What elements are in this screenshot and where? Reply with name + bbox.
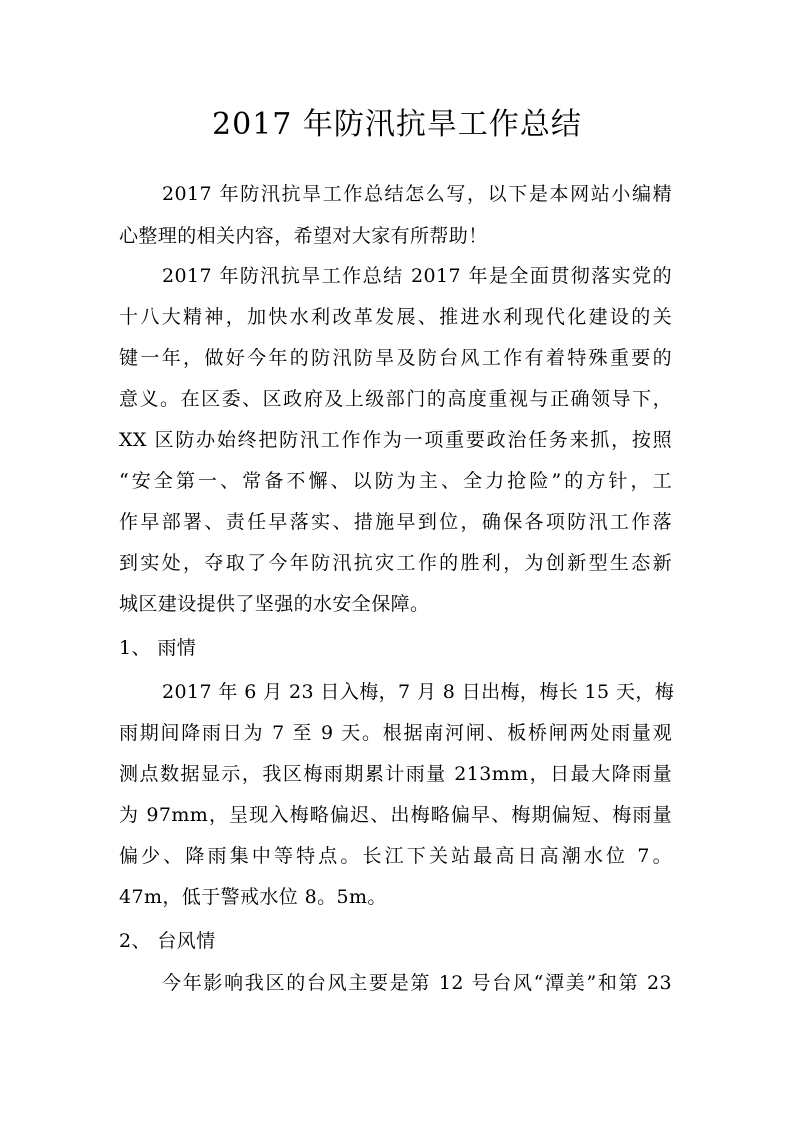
intro-line-2: 心整理的相关内容，希望对大家有所帮助！: [119, 225, 488, 247]
section-heading-typhoon: 2、 台风情: [119, 930, 216, 952]
body-line-5: XX 区防办始终把防汛工作作为一项重要政治任务来抓，按照: [119, 429, 672, 451]
body-line-6: “安全第一、常备不懈、以防为主、全力抢险”的方针，工: [119, 470, 672, 492]
body-line-2: 十八大精神，加快水利改革发展、推进水利现代化建设的关: [119, 306, 672, 328]
body-line-4: 意义。在区委、区政府及上级部门的高度重视与正确领导下，: [119, 388, 672, 410]
page-title: 2017 年防汛抗旱工作总结: [212, 107, 582, 142]
section1-line-4: 为 97mm，呈现入梅略偏迟、出梅略偏早、梅期偏短、梅雨量: [119, 804, 672, 826]
section-heading-rain: 1、 雨情: [119, 637, 197, 659]
section1-line-6: 47m，低于警戒水位 8。5m。: [119, 886, 387, 908]
section2-line-1: 今年影响我区的台风主要是第 12 号台风“潭美”和第 23: [162, 972, 672, 994]
section1-line-5: 偏少、降雨集中等特点。长江下关站最高日高潮水位 7。: [119, 845, 672, 867]
section1-line-3: 测点数据显示，我区梅雨期累计雨量 213mm，日最大降雨量: [119, 763, 672, 785]
intro-line-1: 2017 年防汛抗旱工作总结怎么写，以下是本网站小编精: [162, 183, 672, 205]
section1-line-1: 2017 年 6 月 23 日入梅，7 月 8 日出梅，梅长 15 天，梅: [162, 681, 675, 703]
body-line-9: 城区建设提供了坚强的水安全保障。: [119, 593, 430, 615]
body-line-8: 到实处，夺取了今年防汛抗灾工作的胜利，为创新型生态新: [119, 552, 672, 574]
body-line-7: 作早部署、责任早落实、措施早到位，确保各项防汛工作落: [119, 511, 672, 533]
body-line-3: 键一年，做好今年的防汛防旱及防台风工作有着特殊重要的: [119, 347, 672, 369]
body-line-1: 2017 年防汛抗旱工作总结 2017 年是全面贯彻落实党的: [162, 265, 672, 287]
section1-line-2: 雨期间降雨日为 7 至 9 天。根据南河闸、板桥闸两处雨量观: [119, 722, 672, 744]
